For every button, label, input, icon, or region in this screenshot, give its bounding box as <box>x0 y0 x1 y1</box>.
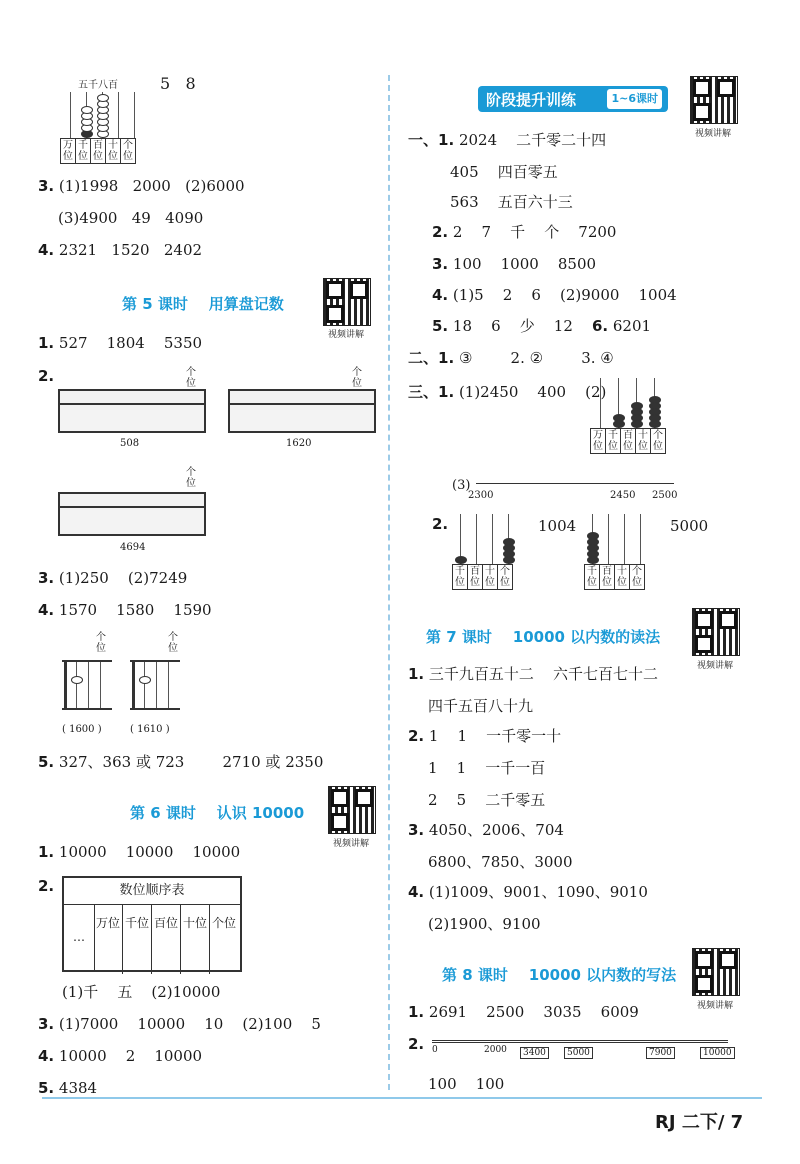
banner-title: 阶段提升训练 <box>486 91 577 109</box>
ge-label: 个 位 <box>96 632 106 654</box>
r-answer-1a: 一、1. 2024 二千零二十四 <box>408 131 607 149</box>
s2-answers: 二、1. ③ 2. ② 3. ④ <box>408 349 614 367</box>
l5-answer-5: 5. 327、363 或 723 2710 或 2350 <box>38 753 324 771</box>
qr-caption: 视频讲解 <box>332 839 369 849</box>
table-cell-shi: 十位 <box>181 904 210 974</box>
abacus-4694-value: 4694 <box>120 542 146 553</box>
l6-answer-2b: (1)千 五 (2)10000 <box>62 983 221 1001</box>
qr-caption: 视频讲解 <box>696 1001 733 1011</box>
banner-tag: 1~6课时 <box>607 89 662 109</box>
table-cell-bai: 百位 <box>152 904 181 974</box>
nl-tick-2500: 2500 <box>652 490 678 501</box>
abacus-2450 <box>590 378 680 428</box>
l8-answer-1: 1. 2691 2500 3035 6009 <box>408 1003 639 1021</box>
l7-answer-4a: 4. (1)1009、9001、1090、9010 <box>408 883 648 901</box>
pos-ge: 个位 <box>651 429 666 454</box>
l7-answer-2b: 1 1 一千一百 <box>428 759 546 777</box>
l8-answer-2: 2. <box>408 1035 425 1053</box>
abacus-5000-value: 5000 <box>670 517 709 535</box>
l5-answer-4: 4. 1570 1580 1590 <box>38 601 212 619</box>
l6-answer-2: 2. <box>38 877 55 895</box>
l8-tick-2000: 2000 <box>484 1045 507 1055</box>
qr-code-icon[interactable] <box>690 76 738 124</box>
l8-answer-2b: 100 100 <box>428 1075 505 1093</box>
r-answer-5: 5. 18 6 少 12 6. 6201 <box>432 317 652 335</box>
qr-caption: 视频讲解 <box>696 661 733 671</box>
l8-box-7900: 7900 <box>646 1047 675 1059</box>
qr-caption: 视频讲解 <box>327 330 364 340</box>
lesson-6-heading: 第 6 课时 认识 10000 <box>130 804 305 822</box>
counting-frame-1600-value: ( 1600 ) <box>62 724 102 735</box>
l6-answer-5: 5. 4384 <box>38 1079 98 1097</box>
l6-answer-4: 4. 10000 2 10000 <box>38 1047 203 1065</box>
position-table-4 <box>584 564 645 590</box>
l7-answer-2c: 2 5 二千零五 <box>428 791 546 809</box>
r-answer-4: 4. (1)5 2 6 (2)9000 1004 <box>432 286 677 304</box>
pos-wan: 万位 <box>591 429 606 454</box>
pos-shi: 十位 <box>615 565 630 590</box>
position-table-5 <box>590 428 666 454</box>
s3-answer-1: 三、1. (1)2450 400 (2) <box>408 383 607 401</box>
top-position-table <box>60 138 136 164</box>
number-line-10000 <box>432 1040 728 1043</box>
l5-answer-2: 2. <box>38 367 55 385</box>
abacus-508 <box>58 389 206 433</box>
table-title: 数位顺序表 <box>64 878 240 905</box>
ge-label: 个 位 <box>186 367 196 389</box>
abacus-1004-value: 1004 <box>538 517 577 535</box>
abacus-1004 <box>450 514 520 564</box>
nl-tick-2450: 2450 <box>610 490 636 501</box>
l7-answer-4b: (2)1900、9100 <box>428 915 541 933</box>
answer-3b: (3)4900 49 4090 <box>58 209 204 227</box>
table-cell-ge: 个位 <box>211 916 236 930</box>
pos-ge: 个位 <box>121 139 136 164</box>
r-answer-1b: 405 四百零五 <box>450 163 558 181</box>
position-table-4 <box>452 564 513 590</box>
table-cell-ellipsis: … <box>64 904 95 970</box>
l5-answer-1: 1. 527 1804 5350 <box>38 334 203 352</box>
pos-bai: 百位 <box>91 139 106 164</box>
table-cell-wan: 万位 <box>94 904 123 974</box>
page-footer: RJ 二下/ 7 <box>655 1112 744 1133</box>
place-value-table <box>62 876 242 972</box>
r-answer-3: 3. 100 1000 8500 <box>432 255 597 273</box>
abacus-caption: 五千八百 <box>78 80 118 91</box>
l7-answer-1b: 四千五百八十九 <box>428 697 534 715</box>
top-abacus <box>58 92 148 138</box>
pos-ge: 个位 <box>630 565 645 590</box>
counting-frame-1610-value: ( 1610 ) <box>130 724 170 735</box>
counting-frame-1610 <box>130 660 180 710</box>
abacus-508-value: 508 <box>120 438 140 449</box>
l6-answer-1: 1. 10000 10000 10000 <box>38 843 241 861</box>
s3-answer-2: 2. <box>432 515 449 533</box>
pos-ge: 个位 <box>498 565 513 590</box>
column-divider <box>388 75 390 1090</box>
bottom-rule <box>42 1097 762 1099</box>
pos-qian: 千位 <box>606 429 621 454</box>
ge-label: 个 位 <box>168 632 178 654</box>
nl-tick-2300: 2300 <box>468 490 494 501</box>
l8-box-5000: 5000 <box>564 1047 593 1059</box>
pos-qian: 千位 <box>76 139 91 164</box>
pos-shi: 十位 <box>636 429 651 454</box>
abacus-1620-value: 1620 <box>286 438 312 449</box>
abacus-nums: 5 8 <box>160 74 196 93</box>
qr-code-icon[interactable] <box>323 278 371 326</box>
l7-answer-3b: 6800、7850、3000 <box>428 853 573 871</box>
number-line <box>476 483 674 484</box>
qr-code-icon[interactable] <box>692 608 740 656</box>
r-answer-1c: 563 五百六十三 <box>450 193 573 211</box>
pos-bai: 百位 <box>468 565 483 590</box>
l7-answer-3a: 3. 4050、2006、704 <box>408 821 564 839</box>
abacus-5000 <box>582 514 652 564</box>
lesson-8-heading: 第 8 课时 10000 以内数的写法 <box>442 966 677 984</box>
r-answer-2: 2. 2 7 千 个 7200 <box>432 223 617 241</box>
answer-3: 3. (1)1998 2000 (2)6000 <box>38 177 245 195</box>
ge-label: 个 位 <box>186 467 196 489</box>
l8-tick-0: 0 <box>432 1045 438 1055</box>
qr-code-icon[interactable] <box>692 948 740 996</box>
l8-box-10000: 10000 <box>700 1047 735 1059</box>
l6-answer-3: 3. (1)7000 10000 10 (2)100 5 <box>38 1015 321 1033</box>
table-cell-qian: 千位 <box>123 904 152 974</box>
pos-wan: 万位 <box>61 139 76 164</box>
ge-label: 个 位 <box>352 367 362 389</box>
abacus-1620 <box>228 389 376 433</box>
pos-bai: 百位 <box>600 565 615 590</box>
answer-4: 4. 2321 1520 2402 <box>38 241 203 259</box>
pos-qian: 千位 <box>453 565 468 590</box>
l7-answer-2a: 2. 1 1 一千零一十 <box>408 727 562 745</box>
l5-answer-3: 3. (1)250 (2)7249 <box>38 569 188 587</box>
qr-caption: 视频讲解 <box>694 129 731 139</box>
l8-box-3400: 3400 <box>520 1047 549 1059</box>
counting-frame-1600 <box>62 660 112 710</box>
pos-shi: 十位 <box>483 565 498 590</box>
pos-qian: 千位 <box>585 565 600 590</box>
l7-answer-1a: 1. 三千九百五十二 六千七百七十二 <box>408 665 658 683</box>
qr-code-icon[interactable] <box>328 786 376 834</box>
lesson-5-heading: 第 5 课时 用算盘记数 <box>122 295 284 313</box>
stage-training-banner <box>478 86 668 112</box>
lesson-7-heading: 第 7 课时 10000 以内数的读法 <box>426 628 661 646</box>
nl-prefix: (3) <box>452 478 471 493</box>
pos-shi: 十位 <box>106 139 121 164</box>
abacus-4694 <box>58 492 206 536</box>
pos-bai: 百位 <box>621 429 636 454</box>
